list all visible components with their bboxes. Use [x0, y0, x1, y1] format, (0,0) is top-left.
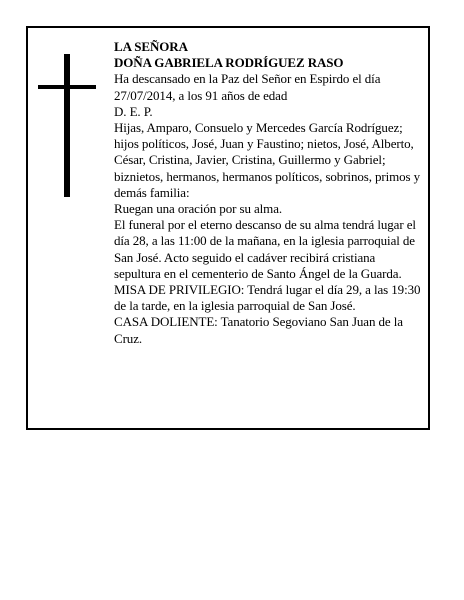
dep-text: D. E. P. [114, 103, 153, 119]
notice-title: LA SEÑORA [114, 39, 188, 54]
obituary-text [114, 39, 424, 347]
family-list: Hijas, Amparo, Consuelo y Mercedes García Rodríguez; hijos políticos, José, Juan y Faustino; nietos, José, Alberto, César, Cristina, Javier, Cristina, Guillermo y Gabriel; biznietos, hermanos, hermanos políticos, sobrinos, primos y demás familia: [114, 120, 421, 200]
casa-doliente: CASA DOLIENTE: Tanatorio Segoviano San Juan de la Cruz. [114, 314, 403, 346]
misa-info: MISA DE PRIVILEGIO: Tendrá lugar el día 29, a las 19:30 de la tarde, en la iglesia parroquial de San José. [114, 282, 421, 314]
deceased-name: DOÑA GABRIELA RODRÍGUEZ RASO [114, 55, 344, 71]
prayer-request: Ruegan una oración por su alma. [114, 201, 283, 217]
funeral-info: El funeral por el eterno descanso de su alma tendrá lugar el día 28, a las 11:00 de la mañana, en la iglesia parroquial de San José. Acto seguido el cadáver recibirá cristiana sepultura en el cementerio de Santo Ángel de la Guarda. [114, 217, 416, 281]
death-info: Ha descansado en la Paz del Señor en Espirdo el día 27/07/2014, a los 91 años de edad [114, 71, 381, 103]
